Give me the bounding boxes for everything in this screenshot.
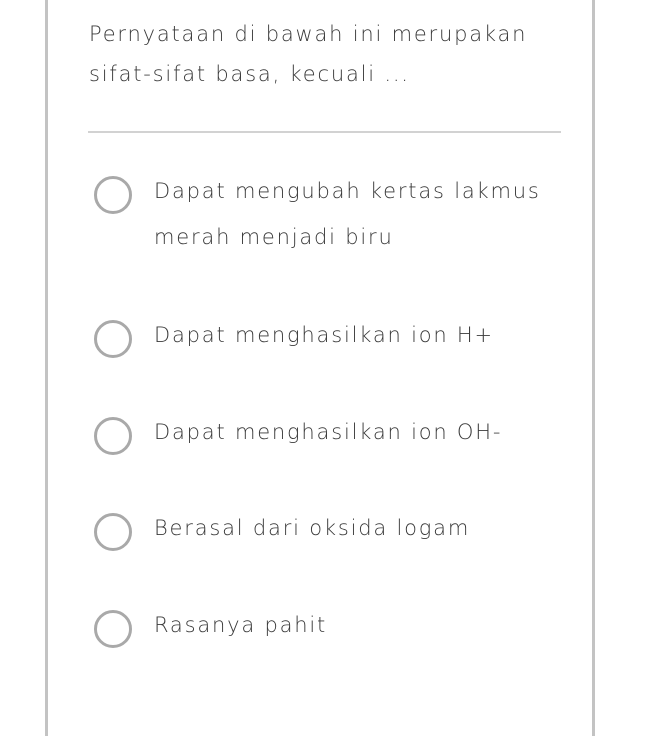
answer-option-label[interactable]: Dapat mengubah kertas lakmus merah menjadi biru (154, 179, 541, 249)
answer-option-label[interactable]: Berasal dari oksida logam (154, 516, 471, 540)
answer-option-label[interactable]: Dapat menghasilkan ion H+ (154, 323, 494, 347)
radio-button-icon[interactable] (94, 513, 132, 551)
answer-option-label[interactable]: Dapat menghasilkan ion OH- (154, 420, 503, 444)
answer-option-label[interactable]: Rasanya pahit (154, 613, 328, 637)
radio-button-icon[interactable] (94, 320, 132, 358)
radio-button-icon[interactable] (94, 176, 132, 214)
radio-button-icon[interactable] (94, 610, 132, 648)
divider (88, 131, 561, 133)
question-text: Pernyataan di bawah ini merupakan sifat-sifat basa, kecuali ... (89, 22, 528, 86)
radio-button-icon[interactable] (94, 417, 132, 455)
question-card (45, 0, 595, 736)
